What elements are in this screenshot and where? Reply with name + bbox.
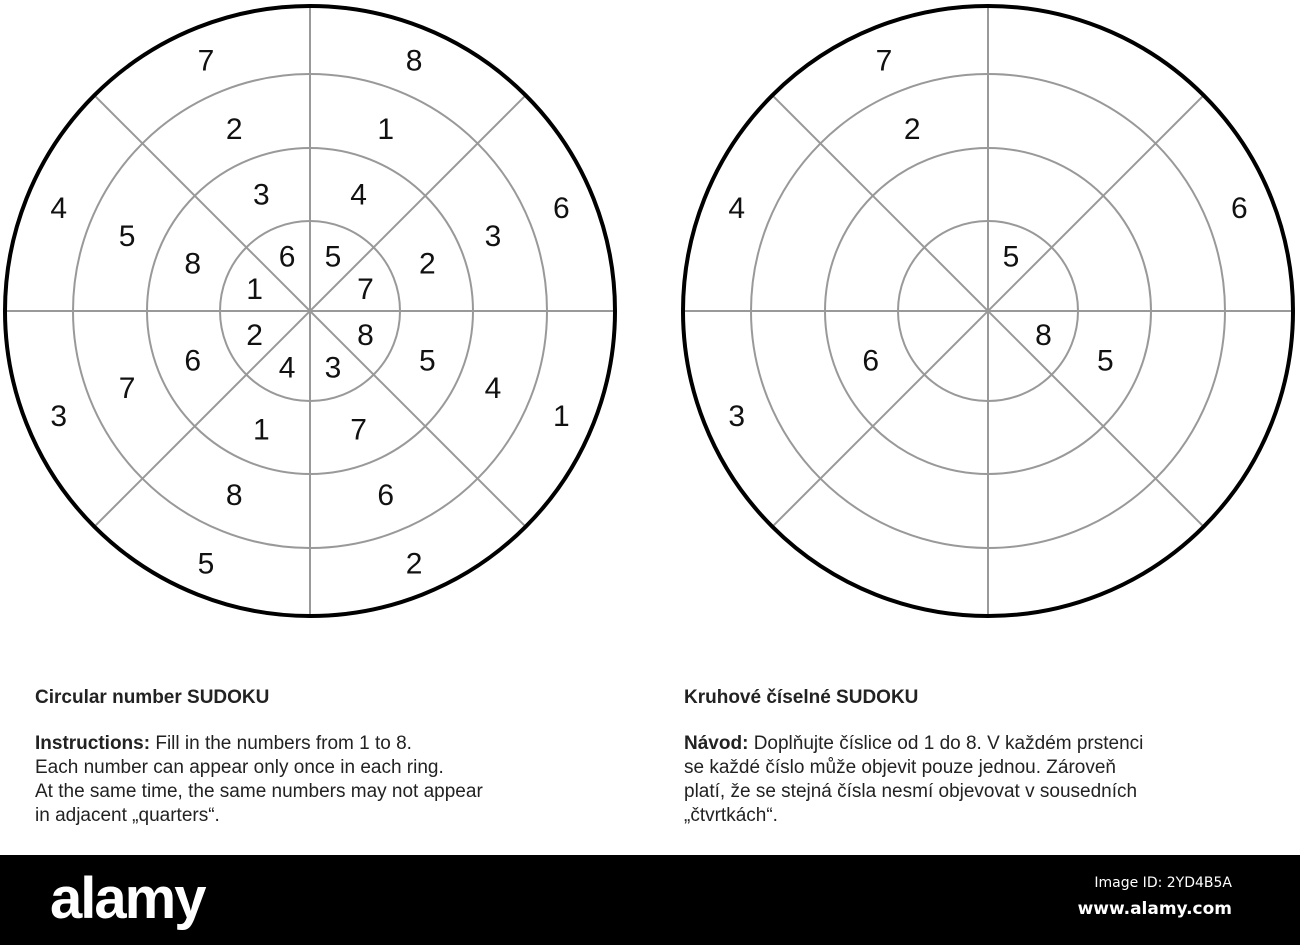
instr-line: Each number can appear only once in each ring. (35, 757, 444, 778)
instr-line: Fill in the numbers from 1 to 8. (155, 733, 412, 754)
cell-number: 2 (225, 113, 243, 147)
cell-number: 6 (1230, 191, 1248, 225)
cell-number: 2 (903, 113, 921, 147)
cell-number: 6 (377, 478, 395, 512)
cell-number: 1 (253, 413, 270, 447)
cell-number: 5 (118, 220, 136, 254)
cell-number: 1 (552, 400, 570, 434)
cell-number: 7 (197, 44, 215, 78)
czech-title: Kruhové číselné SUDOKU (684, 687, 919, 708)
cell-number: 6 (862, 344, 880, 378)
cell-number: 1 (246, 273, 263, 307)
cell-number: 8 (357, 318, 374, 352)
cell-number: 2 (418, 247, 436, 281)
cell-number: 8 (184, 247, 202, 281)
instr-line: Doplňujte číslice od 1 do 8. V každém prstenci (753, 733, 1144, 754)
cell-number: 4 (278, 351, 296, 385)
cell-number: 7 (350, 413, 367, 447)
blank-circular-sudoku (678, 0, 1298, 625)
cell-number: 2 (246, 318, 263, 352)
instr-line: in adjacent „quarters“. (35, 805, 220, 826)
cell-number: 3 (50, 400, 68, 434)
cell-number: 8 (1035, 318, 1052, 352)
english-instructions (35, 686, 483, 828)
instr-line: platí, že se stejná čísla nesmí objevovat v sousedních (684, 781, 1138, 802)
cell-number: 3 (253, 178, 270, 212)
cell-number: 5 (418, 344, 436, 378)
cell-number: 1 (377, 113, 395, 147)
site-url: www.alamy.com (1077, 899, 1232, 919)
cell-number: 4 (50, 191, 68, 225)
cell-number: 6 (278, 240, 296, 274)
cell-number: 8 (405, 44, 423, 78)
cell-number: 3 (484, 220, 502, 254)
instr-line: At the same time, the same numbers may not appear (35, 781, 483, 802)
cell-number: 7 (875, 44, 893, 78)
cell-number: 6 (184, 344, 202, 378)
english-instr-label: Instructions: (35, 733, 151, 754)
alamy-logo: alamy (50, 866, 205, 931)
watermark-bar (0, 855, 1300, 945)
cell-number: 2 (405, 547, 423, 581)
cell-number: 5 (1002, 240, 1020, 274)
czech-instructions (684, 686, 1143, 828)
english-title: Circular number SUDOKU (35, 687, 270, 708)
cell-number: 4 (484, 371, 502, 405)
cell-number: 3 (324, 351, 342, 385)
cell-number: 3 (728, 400, 746, 434)
czech-instr-label: Návod: (684, 733, 749, 754)
cell-number: 5 (197, 547, 215, 581)
cell-number: 7 (118, 371, 136, 405)
cell-number: 6 (552, 191, 570, 225)
cell-number: 5 (324, 240, 342, 274)
solved-circular-sudoku (0, 0, 620, 625)
image-id: Image ID: 2YD4B5A (1094, 875, 1232, 891)
cell-number: 4 (350, 178, 367, 212)
instr-line: se každé číslo může objevit pouze jednou. Zároveň (684, 757, 1116, 778)
cell-number: 7 (357, 273, 374, 307)
cell-number: 8 (225, 478, 243, 512)
instr-line: „čtvrtkách“. (684, 805, 778, 826)
cell-number: 4 (728, 191, 746, 225)
cell-number: 5 (1096, 344, 1114, 378)
